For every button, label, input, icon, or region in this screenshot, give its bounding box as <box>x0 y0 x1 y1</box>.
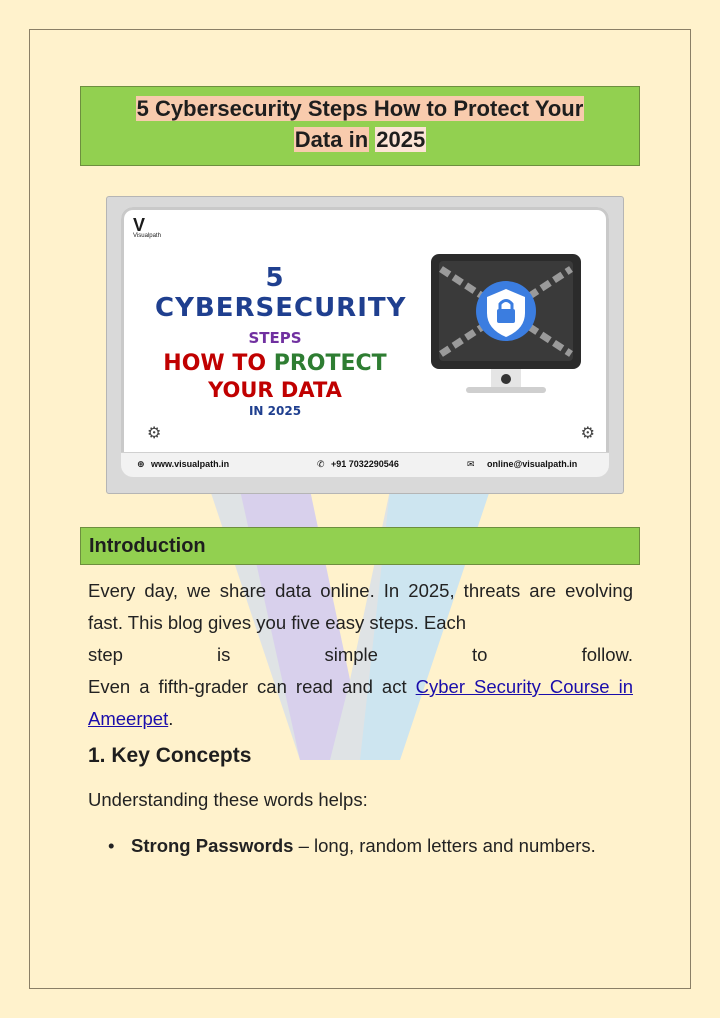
introduction-paragraph <box>88 575 633 735</box>
banner-contact-bar <box>121 452 609 477</box>
key-concepts-lead: Understanding these words helps: <box>88 789 368 810</box>
banner-inner <box>121 207 609 477</box>
intro-text-1: Every day, we share data online. In 2025, threats are evolving fast. This blog gives you five easy steps. Each <box>88 580 633 633</box>
locked-monitor-icon <box>421 249 591 409</box>
banner-image <box>106 196 624 494</box>
banner-phone: +91 7032290546 <box>331 459 399 469</box>
title-line-1: 5 Cybersecurity Steps How to Protect Your <box>136 96 584 121</box>
document-title <box>80 86 640 166</box>
banner-line-4: YOUR DATA <box>208 378 342 402</box>
banner-website: www.visualpath.in <box>151 459 230 469</box>
globe-icon: ⊕ <box>137 459 145 469</box>
intro-text-3: Even a fifth-grader can read and act Cyber Security Course in Ameerpet. <box>88 676 633 729</box>
list-item <box>108 830 633 862</box>
bullet-text: – long, random letters and numbers. <box>293 835 596 856</box>
intro-text-2: step is simple to follow. <box>88 644 633 665</box>
title-line-2: Data in <box>294 127 369 152</box>
email-icon: ✉ <box>467 459 475 469</box>
gear-icon: ⚙ <box>147 425 162 442</box>
phone-icon: ✆ <box>317 459 325 469</box>
bullet-icon: • <box>108 835 115 856</box>
banner-line-3: HOW TO PROTECT <box>163 351 387 376</box>
introduction-heading: Introduction <box>80 527 640 565</box>
gear-icon: ⚙ <box>580 425 595 442</box>
banner-email: online@visualpath.in <box>487 459 578 469</box>
banner-headline <box>155 263 407 418</box>
banner-line-2: STEPS <box>248 329 302 347</box>
banner-line-1: 5 CYBERSECURITY <box>155 263 407 323</box>
course-link[interactable]: Cyber Security Course in Ameerpet <box>88 676 633 729</box>
bullet-term: Strong Passwords <box>131 835 294 856</box>
title-year: 2025 <box>376 127 426 152</box>
banner-line-5: IN 2025 <box>248 404 302 418</box>
key-concepts-heading: 1. Key Concepts <box>88 744 252 767</box>
visualpath-logo: V Visualpath <box>133 215 161 239</box>
